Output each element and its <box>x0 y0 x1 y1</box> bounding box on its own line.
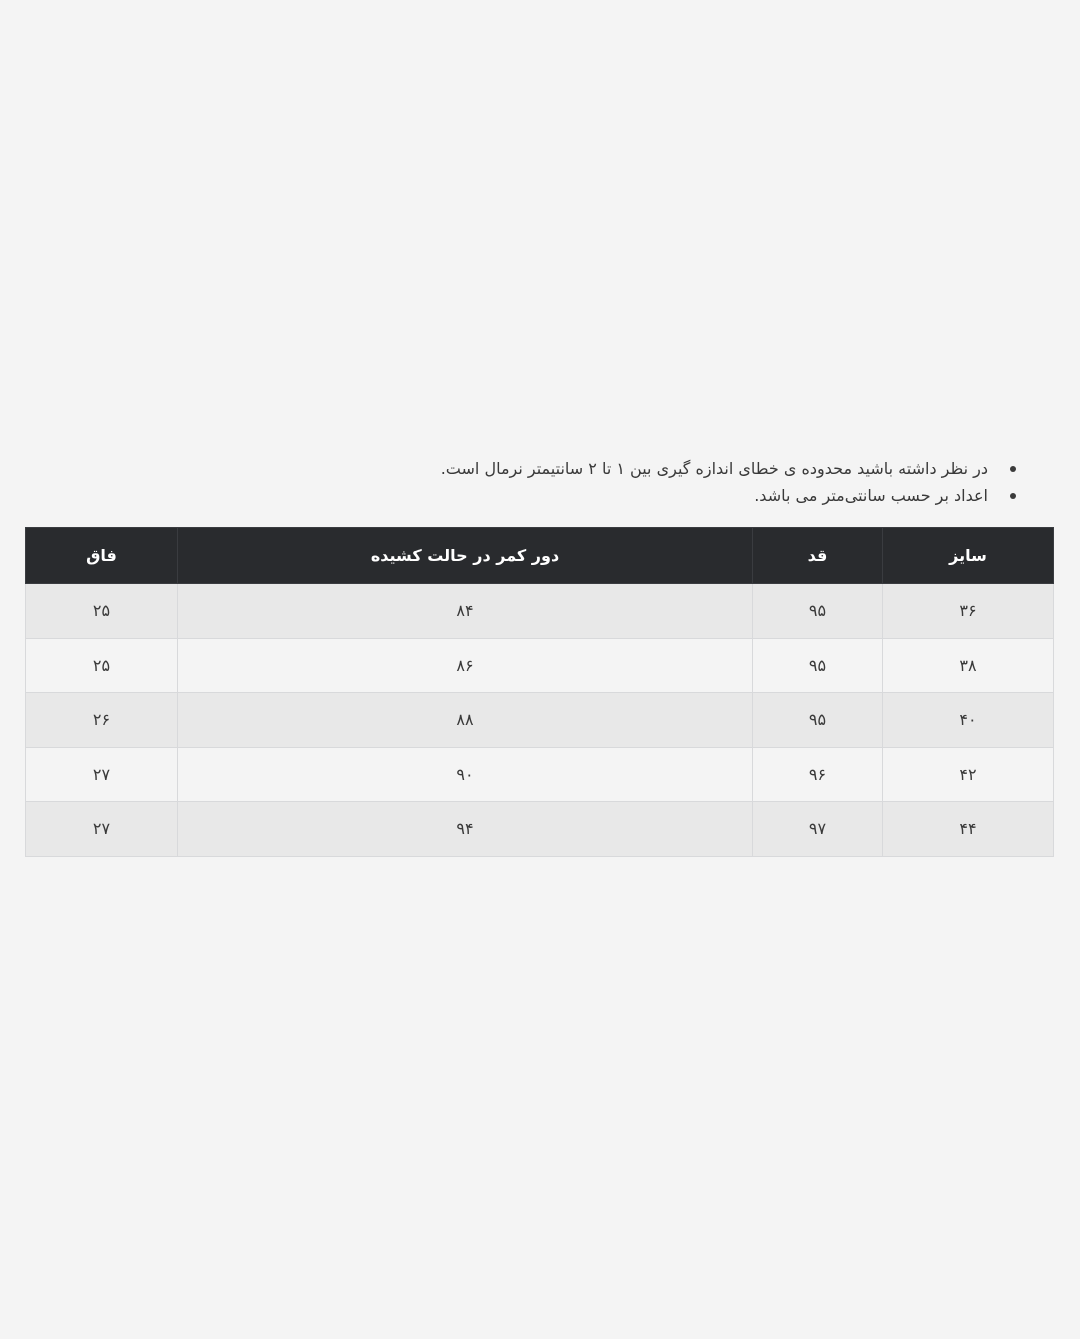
size-chart-table <box>25 527 1054 857</box>
cell-size: ۳۶ <box>883 584 1054 639</box>
cell-height: ۹۶ <box>753 747 883 802</box>
header-size: سایز <box>883 528 1054 584</box>
measurement-notes <box>308 455 1028 509</box>
cell-height: ۹۷ <box>753 802 883 857</box>
cell-waist: ۸۶ <box>178 638 753 693</box>
note-item <box>308 482 1008 509</box>
header-height: قد <box>753 528 883 584</box>
note-text: اعداد بر حسب سانتی‌متر می باشد. <box>754 486 988 505</box>
cell-waist: ۸۴ <box>178 584 753 639</box>
note-text: در نظر داشته باشید محدوده ی خطای اندازه گیری بین ۱ تا ۲ سانتیمتر نرمال است. <box>440 459 988 478</box>
cell-waist: ۹۴ <box>178 802 753 857</box>
cell-size: ۳۸ <box>883 638 1054 693</box>
table-row <box>26 747 1054 802</box>
cell-waist: ۸۸ <box>178 693 753 748</box>
cell-size: ۴۰ <box>883 693 1054 748</box>
cell-rise: ۲۶ <box>26 693 178 748</box>
cell-rise: ۲۷ <box>26 747 178 802</box>
cell-waist: ۹۰ <box>178 747 753 802</box>
note-item <box>308 455 1008 482</box>
table-row <box>26 584 1054 639</box>
cell-height: ۹۵ <box>753 693 883 748</box>
cell-height: ۹۵ <box>753 584 883 639</box>
table-header-row <box>26 528 1054 584</box>
cell-height: ۹۵ <box>753 638 883 693</box>
table-row <box>26 802 1054 857</box>
cell-size: ۴۲ <box>883 747 1054 802</box>
cell-size: ۴۴ <box>883 802 1054 857</box>
cell-rise: ۲۷ <box>26 802 178 857</box>
table-row <box>26 693 1054 748</box>
table-row <box>26 638 1054 693</box>
header-waist: دور کمر در حالت کشیده <box>178 528 753 584</box>
cell-rise: ۲۵ <box>26 584 178 639</box>
header-rise: فاق <box>26 528 178 584</box>
bullet-icon <box>1010 466 1016 472</box>
cell-rise: ۲۵ <box>26 638 178 693</box>
bullet-icon <box>1010 493 1016 499</box>
